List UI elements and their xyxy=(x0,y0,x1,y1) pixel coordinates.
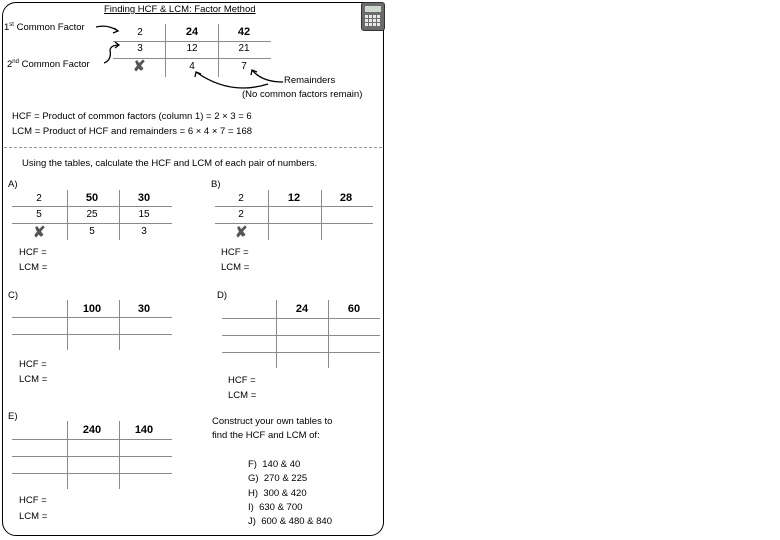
table-cell: 140 xyxy=(134,424,154,436)
table-cell: 25 xyxy=(86,209,98,220)
table-cell: 2 xyxy=(238,209,244,220)
table-line xyxy=(215,223,373,224)
table-line xyxy=(12,439,172,440)
table-cell: 5 xyxy=(89,226,95,237)
lcm-answer-field[interactable]: LCM = xyxy=(19,262,48,273)
table-line xyxy=(12,473,172,474)
table-line xyxy=(67,421,68,489)
table-cell: 5 xyxy=(36,209,42,220)
lcm-answer-field[interactable]: LCM = xyxy=(228,390,257,401)
table-line xyxy=(12,334,172,335)
remainders-label: Remainders xyxy=(284,75,336,86)
table-line xyxy=(12,456,172,457)
instruction-text: Using the tables, calculate the HCF and LCM of each pair of numbers. xyxy=(22,158,318,169)
cross-mark: ✘ xyxy=(33,224,46,241)
hcf-answer-field[interactable]: HCF = xyxy=(19,359,47,370)
table-line xyxy=(222,318,380,319)
cross-mark: ✘ xyxy=(133,58,146,75)
construct-text-line1: Construct your own tables to xyxy=(212,416,333,427)
hcf-answer-field[interactable]: HCF = xyxy=(19,247,47,258)
problem-b-label: B) xyxy=(211,179,221,190)
table-cell: 30 xyxy=(137,303,151,315)
first-common-factor-label: 1st Common Factor xyxy=(4,22,85,34)
example-cell: 2 xyxy=(137,27,143,38)
problem-d-label: D) xyxy=(217,290,228,301)
lcm-explanation: LCM = Product of HCF and remainders = 6 × 4 × 7 = 168 xyxy=(12,126,253,137)
page-title: Finding HCF & LCM: Factor Method xyxy=(104,4,256,15)
table-line xyxy=(119,300,120,350)
table-cell: 60 xyxy=(347,303,361,315)
table-line xyxy=(328,300,329,368)
table-cell: 28 xyxy=(339,192,353,204)
table-cell: 24 xyxy=(295,303,309,315)
table-line xyxy=(12,317,172,318)
table-line xyxy=(321,190,322,240)
list-item: J) 600 & 480 & 840 xyxy=(248,516,332,527)
example-cell: 3 xyxy=(137,43,143,54)
table-cell: 2 xyxy=(238,193,244,204)
table-line xyxy=(119,421,120,489)
list-item: F) 140 & 40 xyxy=(248,459,301,470)
problem-a-label: A) xyxy=(8,179,18,190)
construct-text-line2: find the HCF and LCM of: xyxy=(212,430,320,441)
table-cell: 50 xyxy=(85,192,99,204)
table-cell: 2 xyxy=(36,193,42,204)
no-common-note: (No common factors remain) xyxy=(242,89,363,100)
table-cell: 30 xyxy=(137,192,151,204)
cross-mark: ✘ xyxy=(235,224,248,241)
hcf-explanation: HCF = Product of common factors (column 1) = 2 × 3 = 6 xyxy=(12,111,252,122)
example-cell: 42 xyxy=(237,26,251,38)
hcf-answer-field[interactable]: HCF = xyxy=(221,247,249,258)
list-item: H) 300 & 420 xyxy=(248,488,307,499)
table-line xyxy=(67,190,68,240)
lcm-answer-field[interactable]: LCM = xyxy=(19,511,48,522)
table-line xyxy=(67,300,68,350)
second-common-factor-label: 2nd Common Factor xyxy=(7,59,90,71)
problem-e-label: E) xyxy=(8,411,18,422)
list-item: I) 630 & 700 xyxy=(248,502,303,513)
problem-c-label: C) xyxy=(8,290,19,301)
hcf-answer-field[interactable]: HCF = xyxy=(228,375,256,386)
table-cell: 3 xyxy=(141,226,147,237)
example-cell: 21 xyxy=(238,43,250,54)
table-cell: 240 xyxy=(82,424,102,436)
table-line xyxy=(268,190,269,240)
table-line xyxy=(215,206,373,207)
lcm-answer-field[interactable]: LCM = xyxy=(221,262,250,273)
table-line xyxy=(222,352,380,353)
table-cell: 15 xyxy=(138,209,150,220)
hcf-answer-field[interactable]: HCF = xyxy=(19,495,47,506)
table-line xyxy=(222,335,380,336)
section-divider xyxy=(4,147,382,148)
example-cell: 12 xyxy=(186,43,198,54)
example-cell: 24 xyxy=(185,26,199,38)
table-cell: 100 xyxy=(82,303,102,315)
table-line xyxy=(12,206,172,207)
example-cell: 4 xyxy=(189,61,195,72)
table-cell: 12 xyxy=(287,192,301,204)
table-line xyxy=(12,223,172,224)
example-cell: 7 xyxy=(241,61,247,72)
table-line xyxy=(119,190,120,240)
table-line xyxy=(276,300,277,368)
lcm-answer-field[interactable]: LCM = xyxy=(19,374,48,385)
list-item: G) 270 & 225 xyxy=(248,473,308,484)
